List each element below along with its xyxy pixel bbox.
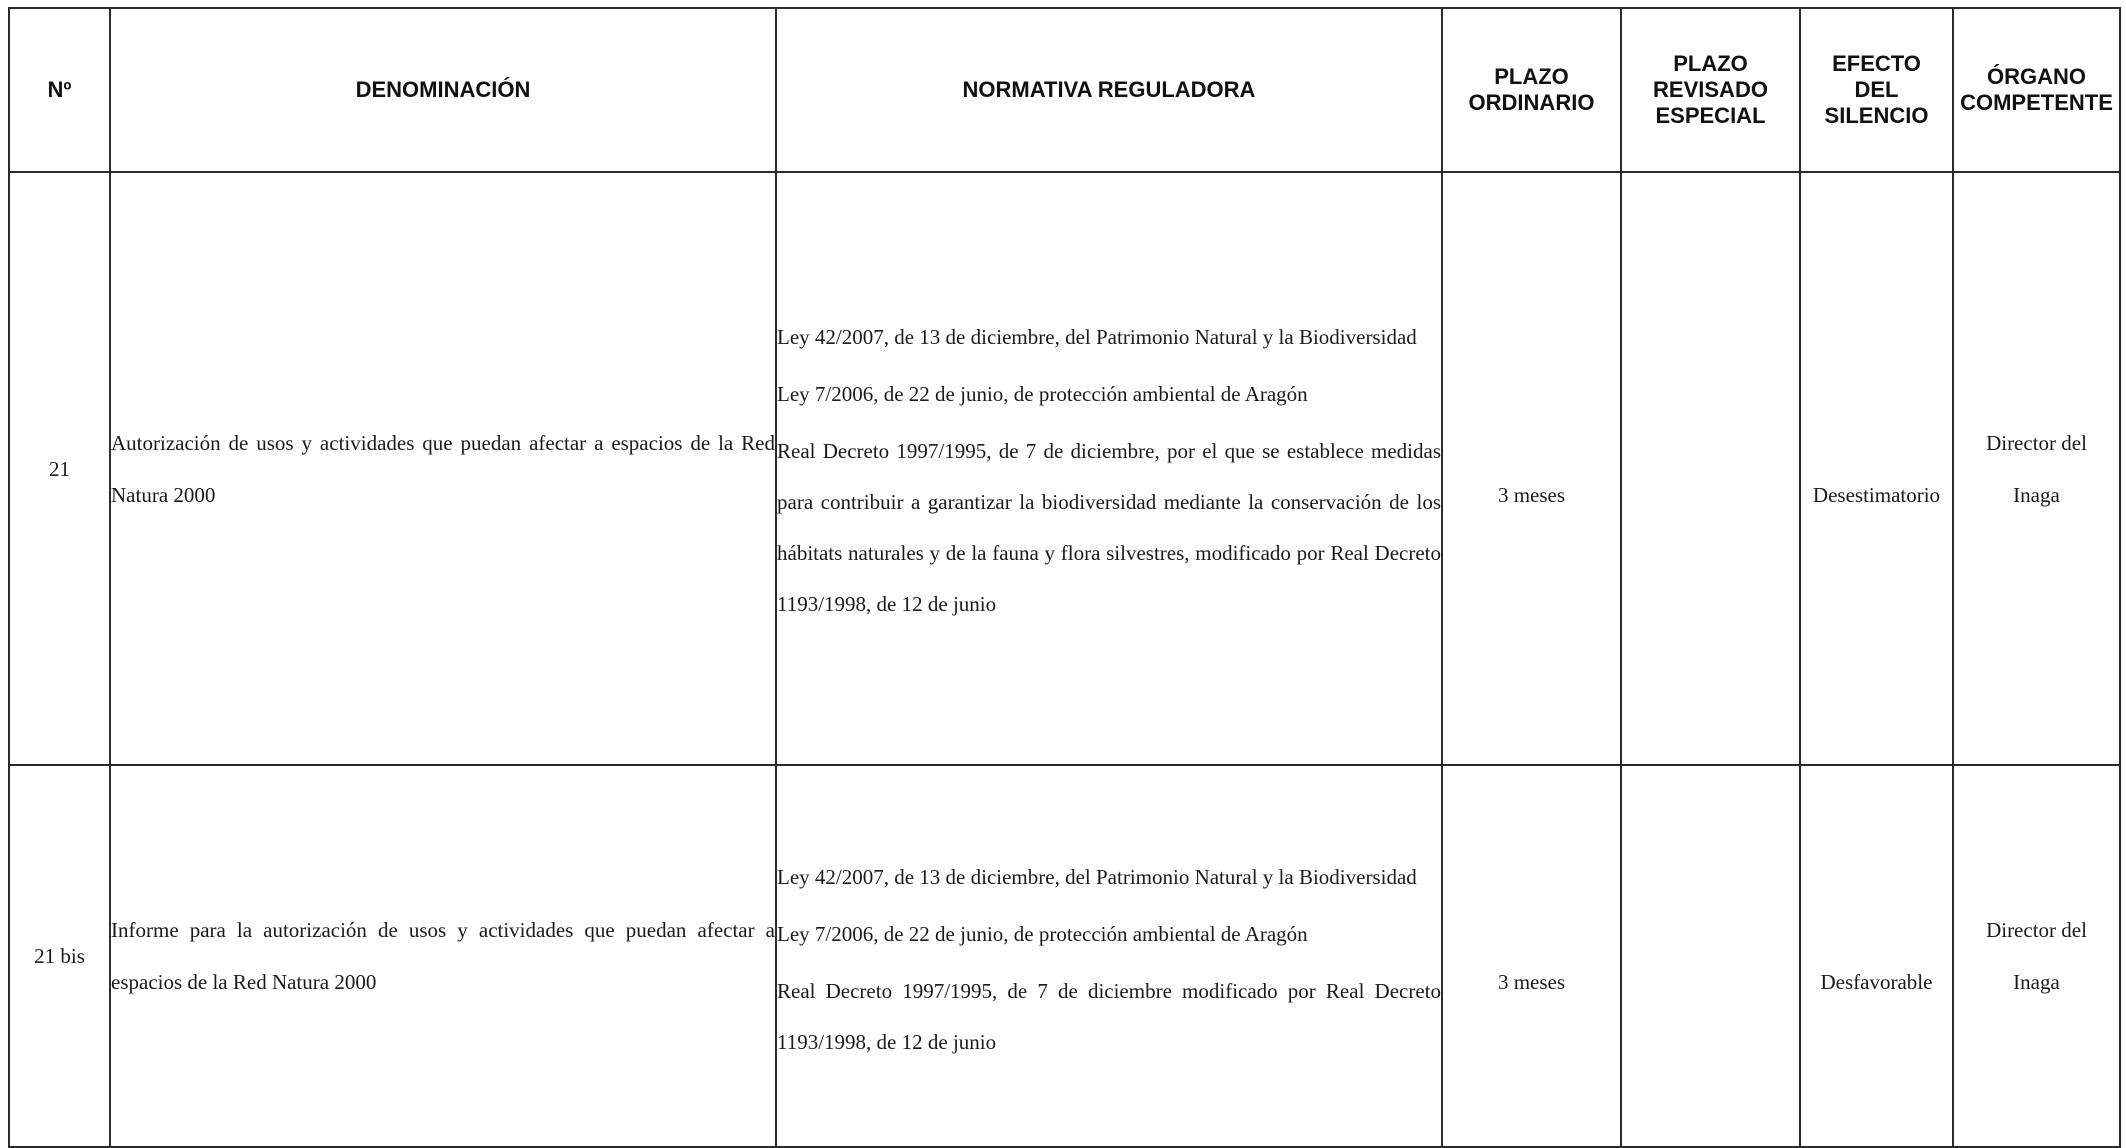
header-plazo-revisado-line: REVISADO	[1653, 77, 1768, 102]
cell-denominacion: Autorización de usos y actividades que puedan afectar a espacios de la Red Natura 2000	[110, 172, 776, 765]
header-efecto-line: DEL	[1854, 77, 1899, 102]
normativa-item: Ley 7/2006, de 22 de junio, de protección ambiental de Aragón	[777, 921, 1308, 946]
cell-plazo-revisado	[1621, 765, 1800, 1147]
normativa-item: Real Decreto 1997/1995, de 7 de diciembre, por el que se establece medidas para contribuir a garantizar la biodiversidad mediante la conservación de los hábitats naturales y de la fauna y flora silvestres, modificado por Real Decreto 1193/1998, de 12 de junio	[777, 439, 1441, 616]
normativa-item: Ley 42/2007, de 13 de diciembre, del Patrimonio Natural y la Biodiversidad	[777, 864, 1417, 889]
header-row	[9, 8, 2120, 172]
header-plazo-revisado-line: ESPECIAL	[1655, 103, 1766, 128]
header-num-label: Nº	[47, 77, 72, 102]
cell-num: 21	[9, 172, 110, 765]
header-normativa-label: NORMATIVA REGULADORA	[962, 77, 1256, 102]
header-plazo-ordinario	[1442, 8, 1621, 172]
cell-plazo-ordinario: 3 meses	[1442, 172, 1621, 765]
cell-efecto-silencio: Desfavorable	[1800, 765, 1953, 1147]
header-plazo-revisado-line: PLAZO	[1673, 51, 1748, 76]
header-organo	[1953, 8, 2120, 172]
cell-normativa	[776, 765, 1442, 1147]
header-num	[9, 8, 110, 172]
cell-organo-competente: Director del Inaga	[1953, 765, 2120, 1147]
header-organo-line: COMPETENTE	[1960, 90, 2113, 115]
header-plazo-ordinario-line: PLAZO	[1494, 64, 1569, 89]
procedures-table	[8, 7, 2121, 1148]
cell-plazo-revisado	[1621, 172, 1800, 765]
header-organo-line: ÓRGANO	[1987, 64, 2086, 89]
header-efecto-line: SILENCIO	[1824, 103, 1929, 128]
header-denominacion-label: DENOMINACIÓN	[355, 77, 531, 102]
header-plazo-revisado	[1621, 8, 1800, 172]
cell-plazo-ordinario: 3 meses	[1442, 765, 1621, 1147]
normativa-item: Real Decreto 1997/1995, de 7 de diciembre modificado por Real Decreto 1193/1998, de 12 de junio	[777, 978, 1441, 1054]
cell-efecto-silencio: Desestimatorio	[1800, 172, 1953, 765]
header-efecto	[1800, 8, 1953, 172]
table-row	[9, 172, 2120, 765]
normativa-item: Ley 7/2006, de 22 de junio, de protección ambiental de Aragón	[777, 382, 1308, 406]
normativa-item: Ley 42/2007, de 13 de diciembre, del Patrimonio Natural y la Biodiversidad	[777, 325, 1417, 349]
header-normativa	[776, 8, 1442, 172]
cell-num: 21 bis	[9, 765, 110, 1147]
header-efecto-line: EFECTO	[1832, 51, 1921, 76]
header-plazo-ordinario-line: ORDINARIO	[1468, 90, 1595, 115]
table-row	[9, 765, 2120, 1147]
cell-organo-competente: Director del Inaga	[1953, 172, 2120, 765]
cell-denominacion: Informe para la autorización de usos y actividades que puedan afectar a espacios de la Red Natura 2000	[110, 765, 776, 1147]
cell-normativa	[776, 172, 1442, 765]
header-denominacion	[110, 8, 776, 172]
